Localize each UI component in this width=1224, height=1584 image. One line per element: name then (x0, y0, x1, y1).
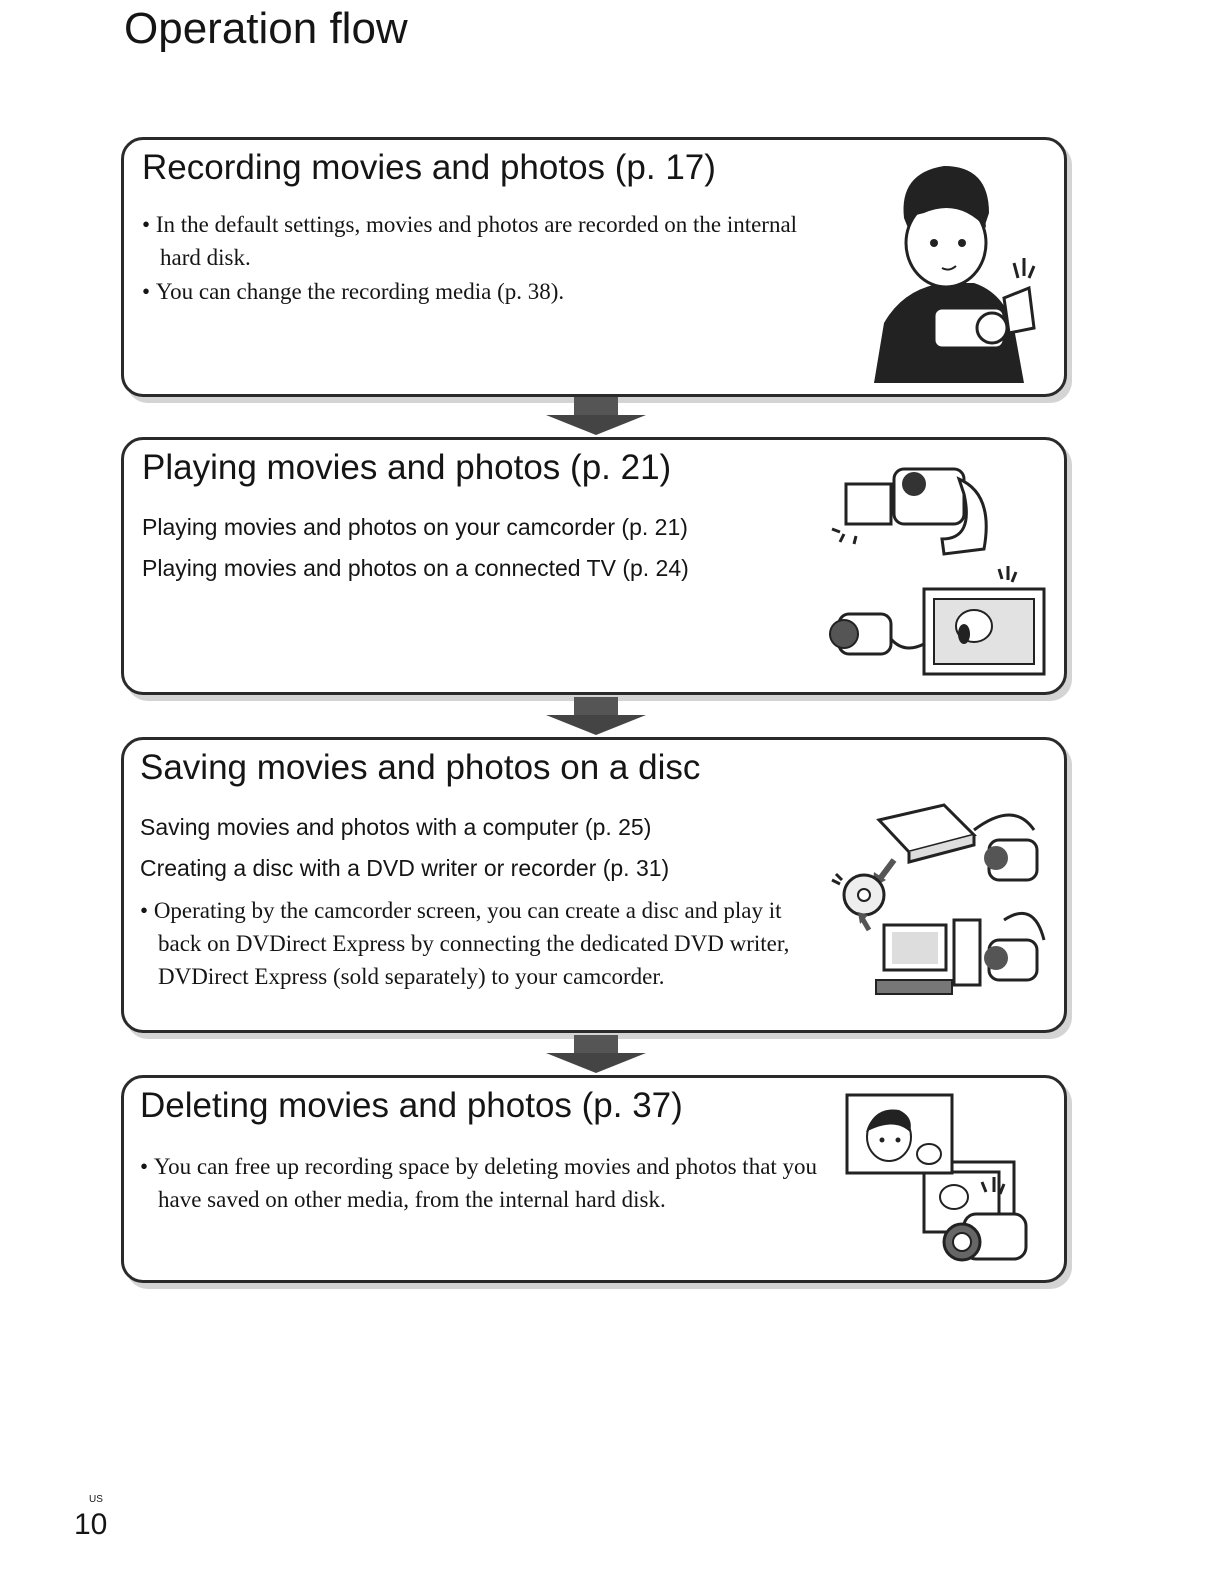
page-title: Operation flow (124, 4, 408, 53)
deleting-illustration (844, 1092, 1044, 1272)
bullet-text: In the default settings, movies and photos are recorded on the internal hard disk. (155, 212, 798, 270)
section-saving (121, 737, 1067, 1033)
flow-arrow-icon (546, 1035, 646, 1073)
section-deleting (121, 1075, 1067, 1283)
flow-arrow-icon (546, 397, 646, 435)
flow-arrow-icon (546, 697, 646, 735)
section-heading: Deleting movies and photos (p. 37) (140, 1086, 683, 1125)
section-line: Creating a disc with a DVD writer or recorder (p. 31) (140, 855, 670, 881)
section-line: Playing movies and photos on a connected TV (p. 24) (142, 555, 689, 581)
playback-illustration (824, 454, 1059, 684)
bullet-item: • You can free up recording space by deleting movies and photos that you have saved on other media, from the internal hard disk. (140, 1154, 818, 1212)
person-recording-illustration (864, 158, 1044, 383)
disc-saving-illustration (824, 800, 1059, 1020)
section-recording (121, 137, 1067, 397)
page-region-label: US (89, 1494, 103, 1505)
section-heading: Playing movies and photos (p. 21) (142, 448, 672, 487)
section-heading: Saving movies and photos on a disc (140, 748, 701, 787)
bullet-text: Operating by the camcorder screen, you can create a disc and play it back on DVDirect Express by connecting the dedicated DVD writer, DVDirect Express (sold separately) to your camcorder. (153, 898, 790, 989)
section-line: Saving movies and photos with a computer (p. 25) (140, 814, 652, 840)
bullet-text: You can change the recording media (p. 38). (155, 279, 565, 304)
bullet-item: • In the default settings, movies and photos are recorded on the internal hard disk. (142, 212, 798, 270)
section-line: Playing movies and photos on your camcorder (p. 21) (142, 514, 688, 540)
bullet-text: You can free up recording space by deleting movies and photos that you have saved on other media, from the internal hard disk. (153, 1154, 818, 1212)
page-number: 10 (74, 1508, 108, 1541)
section-heading: Recording movies and photos (p. 17) (142, 148, 716, 187)
bullet-item: • You can change the recording media (p. 38). (142, 279, 565, 304)
bullet-item: • Operating by the camcorder screen, you can create a disc and play it back on DVDirect Express by connecting the dedicated DVD writer, DVDirect Express (sold separately) to your camcorder. (140, 898, 790, 989)
section-playing (121, 437, 1067, 695)
